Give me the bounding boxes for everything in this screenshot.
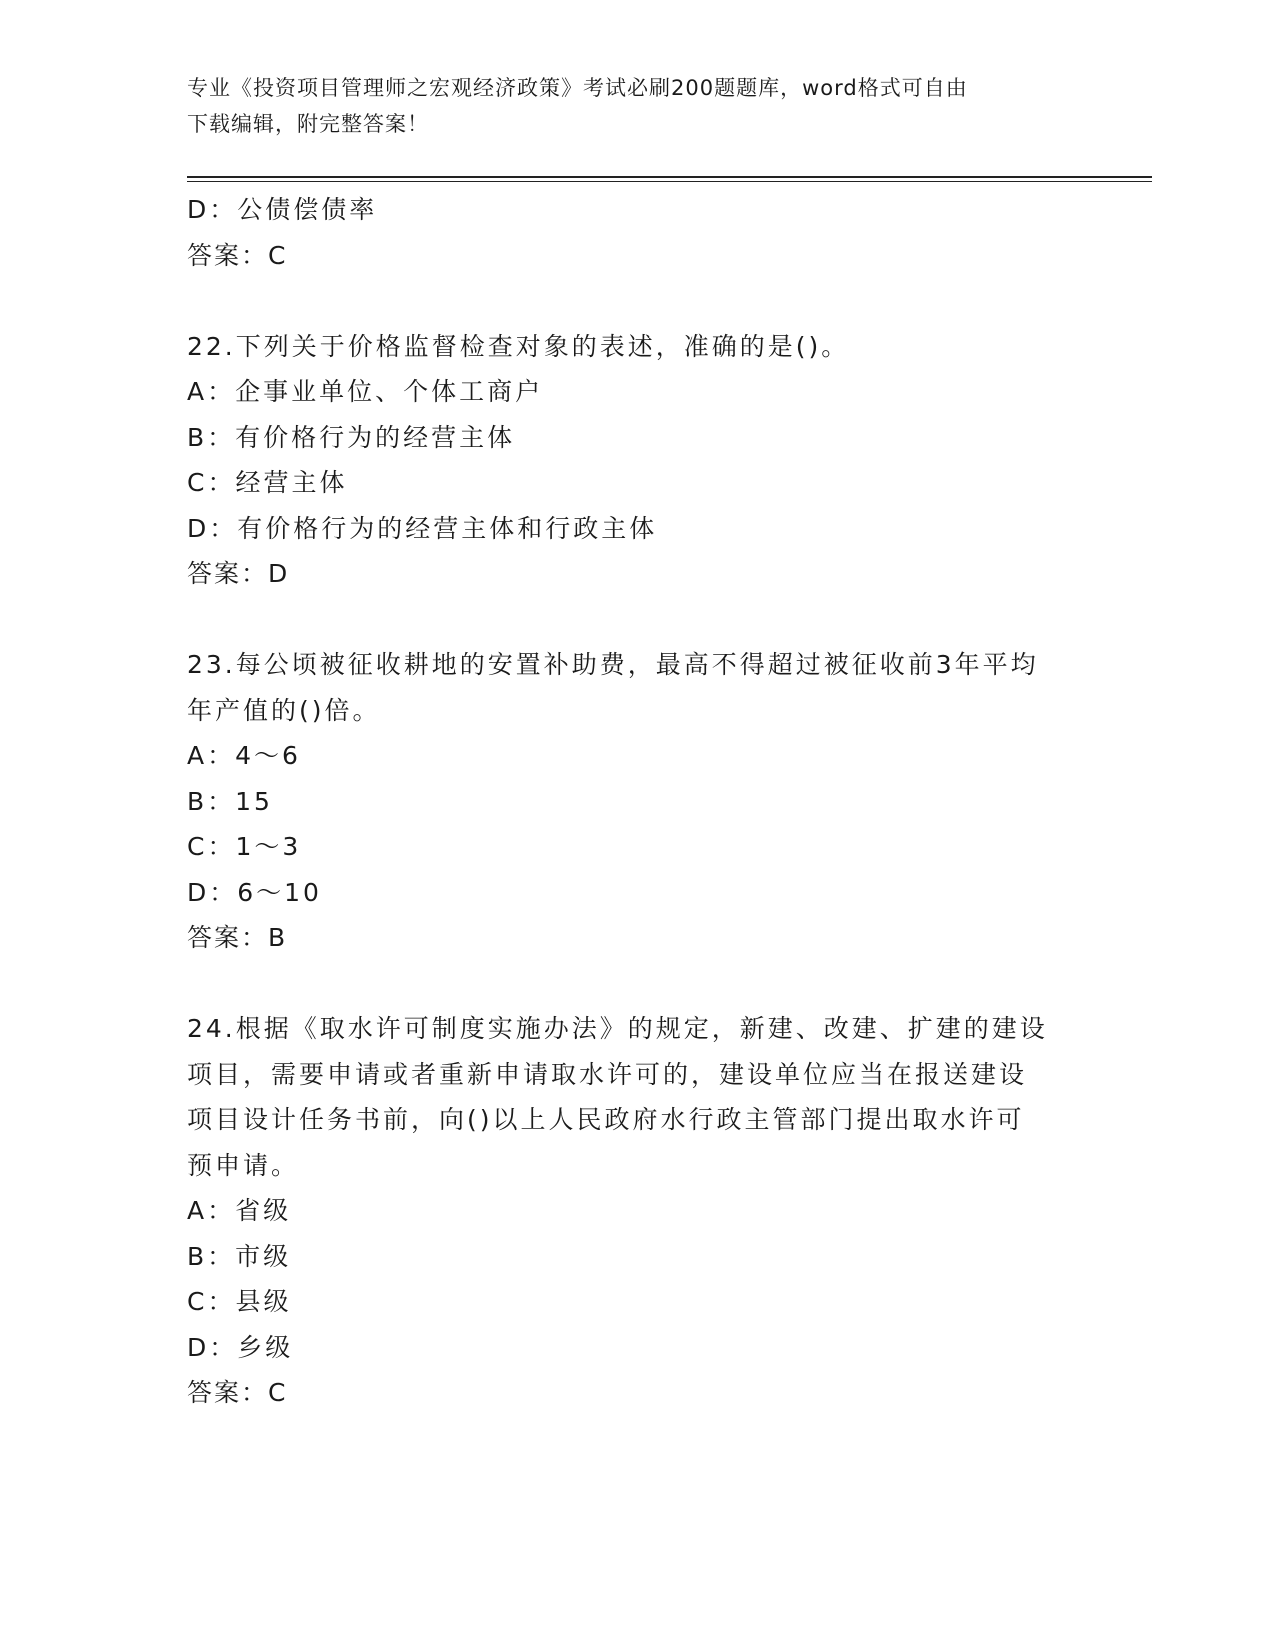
option-d: D：公债偿债率 [187, 195, 378, 224]
option-b: B：市级 [187, 1241, 292, 1271]
document-header [187, 70, 1067, 142]
answer: 答案：D [187, 559, 290, 588]
option-a: A：4～6 [187, 741, 301, 770]
question-stem-line-2: 项目，需要申请或者重新申请取水许可的，建设单位应当在报送建设 [187, 1059, 1028, 1089]
option-b: B：有价格行为的经营主体 [187, 422, 516, 452]
answer: 答案：C [187, 240, 288, 270]
header-line-1: 专业《投资项目管理师之宏观经济政策》考试必刷200题题库，word格式可自由 [187, 76, 968, 100]
question-23 [187, 642, 1087, 961]
option-c: C：经营主体 [187, 468, 348, 497]
header-line-2: 下载编辑，附完整答案！ [187, 112, 429, 136]
question-24 [187, 1006, 1087, 1416]
answer: 答案：B [187, 923, 288, 952]
question-stem-line-1: 23.每公顷被征收耕地的安置补助费，最高不得超过被征收前3年平均 [187, 650, 1039, 679]
option-d: D：有价格行为的经营主体和行政主体 [187, 513, 658, 543]
answer: 答案：C [187, 1378, 288, 1407]
question-stem-line-2: 年产值的()倍。 [187, 695, 381, 725]
option-b: B：15 [187, 786, 273, 816]
question-list [187, 187, 1087, 1416]
option-d: D：6～10 [187, 877, 322, 907]
question-stem: 22.下列关于价格监督检查对象的表述，准确的是()。 [187, 331, 850, 361]
option-a: A：企事业单位、个体工商户 [187, 377, 544, 406]
option-a: A：省级 [187, 1196, 292, 1225]
question-stem-line-3: 项目设计任务书前，向()以上人民政府水行政主管部门提出取水许可 [187, 1105, 1025, 1134]
header-divider-thick [187, 176, 1152, 178]
question-stem-line-1: 24.根据《取水许可制度实施办法》的规定，新建、改建、扩建的建设 [187, 1014, 1048, 1043]
question-stem-line-4: 预申请。 [187, 1150, 300, 1180]
prev-question [187, 187, 1087, 278]
option-c: C：1～3 [187, 832, 302, 861]
option-c: C：县级 [187, 1287, 292, 1316]
question-22 [187, 324, 1087, 597]
header-divider-thin [187, 181, 1152, 182]
option-d: D：乡级 [187, 1332, 294, 1362]
